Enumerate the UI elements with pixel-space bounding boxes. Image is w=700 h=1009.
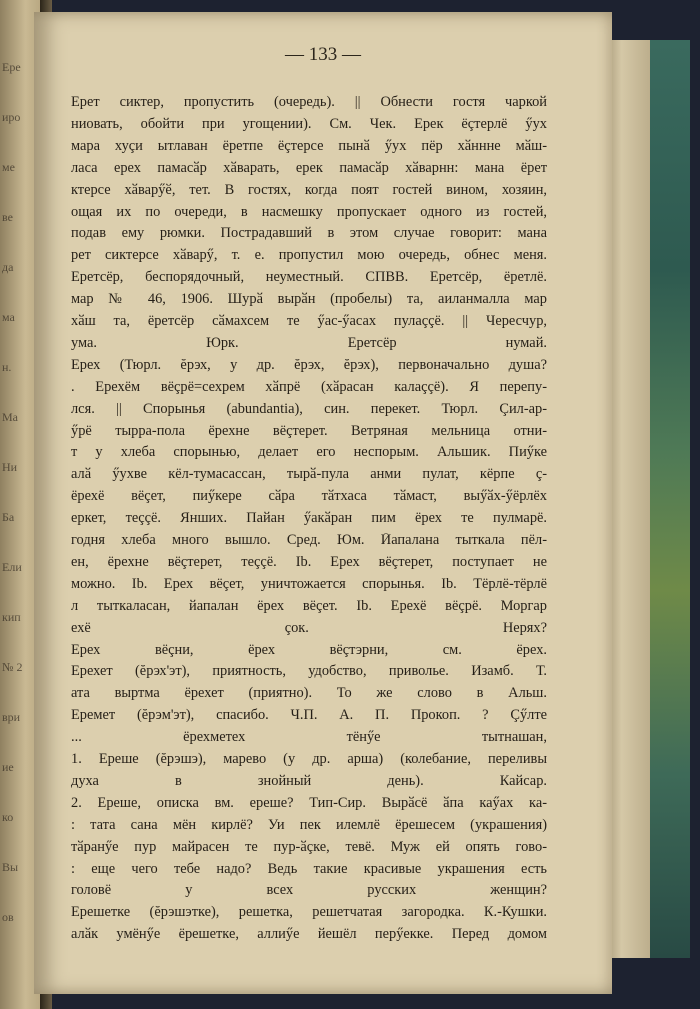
left-page-fragment: ие bbox=[2, 760, 14, 774]
text-line: Еретсёр, беспорядочный, неуместный. СПВВ. Еретсёр, ёретлё. bbox=[71, 270, 547, 285]
text-line: 1. Ереше (ĕрэшэ), марево (у др. арша) (колебание, переливы bbox=[71, 752, 547, 767]
text-line: ӳрё тырра-пола ёрехне вёçтерет. Ветряная мельница отни- bbox=[71, 423, 547, 438]
text-line: алӑк умёнӳе ёрешетке, аллиӳе йешёл перӳекке. Перед домом bbox=[71, 927, 547, 942]
left-page-fragment: ов bbox=[2, 910, 14, 924]
text-line: ехё çок. Нерях? bbox=[71, 620, 547, 635]
text-line: мара хуçи ытлаван ёретпе ёçтерсе пынӑ ӳух пёр хӑннне мӑш- bbox=[71, 138, 547, 154]
left-page-fragment: иро bbox=[2, 110, 21, 124]
text-line: Ерет сиктер, пропустить (очередь). || Обнести гостя чаркой bbox=[71, 95, 547, 110]
left-page-fragment: н. bbox=[2, 360, 12, 374]
dictionary-page bbox=[34, 12, 612, 994]
left-page-fragment: Вы bbox=[2, 860, 19, 874]
left-page-fragment: № 2 bbox=[2, 660, 23, 674]
left-page-fragment: ма bbox=[2, 310, 15, 324]
text-line: хӑш та, ёретсёр сӑмахсем те ӳас-ӳасах пулаççё. || Чересчур, bbox=[71, 314, 547, 329]
text-line: Еремет (ĕрэм'эт), спасибо. Ч.П. А. П. Прокоп. ? Çӳлте bbox=[71, 708, 547, 723]
text-line: еркет, теççё. Янших. Пайан ӳакӑран пим ёрех те пулмарё. bbox=[71, 511, 547, 526]
text-line: Ерешетке (ĕрэшэтке), решетка, решетчатая загородка. К.-Кушки. bbox=[71, 905, 547, 920]
text-line: л тыткаласан, йапалан ёрех вёçет. Ib. Ерехё вёçрё. Моргар bbox=[71, 598, 547, 614]
left-page-fragment: да bbox=[2, 260, 14, 274]
text-line: : еще чего тебе надо? Ведь такие красивые украшения есть bbox=[71, 861, 547, 876]
text-line: . Ерехём вёçрё=сехрем хӑпрё (хӑрасан калаççё). Я перепу- bbox=[71, 379, 547, 395]
left-page-fragment: ко bbox=[2, 810, 14, 824]
text-line: ёрехё вёçет, пиӳкере сӑра тӑтхаса тӑмаст, выӳӑх-ӳёрлёх bbox=[71, 489, 547, 504]
left-page-fragment: ме bbox=[2, 160, 15, 174]
text-line: подав ему рюмки. Пострадавший в этом случае говорит: мана bbox=[71, 226, 547, 241]
text-line: : тата сана мён кирлё? Уи пек илемлё ёрешесем (украшения) bbox=[71, 817, 547, 833]
left-page-fragment: ври bbox=[2, 710, 21, 724]
text-line: Ерехет (ĕрэх'эт), приятность, удобство, приволье. Изамб. Т. bbox=[71, 664, 547, 679]
text-line: духа в знойный день). Кайсар. bbox=[71, 773, 547, 789]
text-line: головё у всех русских женщин? bbox=[71, 883, 547, 898]
text-line: Ерех (Тюрл. ĕрэх, у др. ĕрэх, ĕрэх), первоначально душа? bbox=[71, 357, 547, 373]
text-line: можно. Ib. Ерех вёçет, уничтожается спорынья. Ib. Тёрлё-тёрлё bbox=[71, 576, 547, 592]
left-page-fragment: Ели bbox=[2, 560, 22, 574]
text-line: 2. Ереше, описка вм. ереше? Тип-Сир. Вырӑсё ӑпа каӳах ка- bbox=[71, 795, 547, 811]
text-line: Ерех вёçни, ёрех вёçтэрни, см. ёрех. bbox=[71, 642, 547, 657]
left-page-fragment: кип bbox=[2, 610, 21, 624]
text-line: т у хлеба спорынью, делает его неспорым. Альшик. Пиӳке bbox=[71, 445, 547, 460]
left-page-fragment: Ни bbox=[2, 460, 18, 474]
text-line: рет сиктерсе хӑварӳ, т. е. пропустил мою очередь, обнес меня. bbox=[71, 248, 547, 263]
text-line: лся. || Спорынья (abundantia), син. перекет. Тюрл. Çил-ар- bbox=[71, 401, 547, 416]
left-page-fragment: Ере bbox=[2, 60, 21, 74]
text-line: ата выртма ёрехет (приятно). То же слово в Альш. bbox=[71, 686, 547, 701]
text-line: ктерсе хӑварӳӗ, тет. В гостях, когда поят гостей вином, хозяин, bbox=[71, 182, 547, 197]
text-line: ниовать, обойти при угощении). См. Чек. Ерек ёçтерлё ӳух bbox=[71, 116, 547, 132]
left-page-fragment: ве bbox=[2, 210, 13, 224]
text-line: ума. Юрк. Еретсёр нумай. bbox=[71, 335, 547, 351]
text-line: ощая их по очереди, в насмешку пропускает одного из гостей, bbox=[71, 204, 547, 219]
left-page-fragment: Ма bbox=[2, 410, 18, 424]
text-line: ен, ёрехне вёçтерет, теççё. Ib. Ерех вёçтерет, поступает не bbox=[71, 554, 547, 570]
text-line: мар № 46, 1906. Шурӑ вырӑн (пробелы) та, аиланмалла мар bbox=[71, 292, 547, 307]
text-line: ... ёрехметех тёнӳе тытнашан, bbox=[71, 730, 547, 745]
text-line: тӑранӳе пур майрасен те пур-ӑçке, тевё. Муж ей опять гово- bbox=[71, 839, 547, 854]
page-number: — 133 — bbox=[285, 44, 361, 65]
text-line: ласа ерех памасӑр хӑварать, ерек памасӑр хӑварнн: мана ёрет bbox=[71, 160, 547, 176]
text-line: алӑ ӳухве кёл-тумасассан, тырӑ-пула анми пулат, кёрпе ç- bbox=[71, 467, 547, 482]
book-cover bbox=[650, 40, 690, 958]
left-page-fragment: Ба bbox=[2, 510, 15, 524]
text-line: годня хлеба много вышло. Сред. Юм. Йапалана тыткала пёл- bbox=[71, 533, 547, 548]
